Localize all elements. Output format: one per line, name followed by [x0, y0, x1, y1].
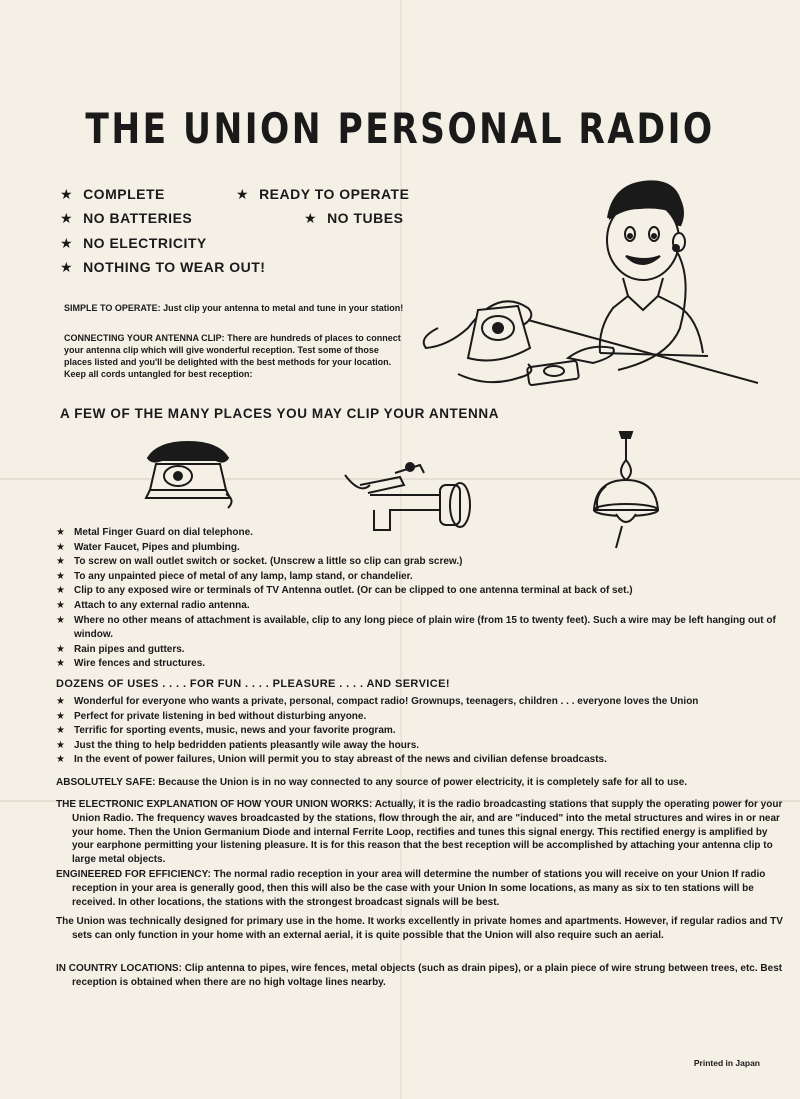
- list-item: ★ To any unpainted piece of metal of any lamp, lamp stand, or chandelier.: [56, 570, 776, 585]
- list-item: ★ Perfect for private listening in bed without disturbing anyone.: [56, 710, 776, 725]
- list-item: ★ Clip to any exposed wire or terminals of TV Antenna outlet. (Or can be clipped to one antenna terminal at back of set.): [56, 584, 776, 599]
- list-item: ★ Terrific for sporting events, music, news and your favorite program.: [56, 724, 776, 739]
- list-item: ★ In the event of power failures, Union will permit you to stay abreast of the news and civilian defense broadcasts.: [56, 753, 776, 768]
- places-list: [56, 526, 776, 672]
- feature-ready-to-operate: ★ READY TO OPERATE: [236, 186, 410, 202]
- engineered-paragraph: ENGINEERED FOR EFFICIENCY: The normal radio reception in your area will determine the number of stations you will receive on your Union If radio reception in your area is generally good, then this will also be the case with your Union In some locations, as many as six to ten stations will be received. In other locations, the stations with the strongest broadcast signals will be best.: [56, 869, 766, 908]
- list-item: ★ Attach to any external radio antenna.: [56, 599, 776, 614]
- feature-nothing-to-wear-out: ★ NOTHING TO WEAR OUT!: [60, 259, 266, 275]
- dozens-heading: DOZENS OF USES . . . . FOR FUN . . . . PLEASURE . . . . AND SERVICE!: [56, 678, 450, 690]
- printed-in-japan: Printed in Japan: [693, 1058, 760, 1068]
- list-item: ★ Just the thing to help bedridden patients pleasantly wile away the hours.: [56, 739, 776, 754]
- places-heading: A FEW OF THE MANY PLACES YOU MAY CLIP YOUR ANTENNA: [60, 406, 500, 421]
- list-item: ★ Wonderful for everyone who wants a private, personal, compact radio! Grownups, teenagers, children . . . everyone loves the Union: [56, 695, 776, 710]
- feature-no-tubes: ★ NO TUBES: [304, 210, 404, 226]
- feature-complete: ★ COMPLETE: [60, 186, 165, 202]
- country-locations-paragraph: IN COUNTRY LOCATIONS: Clip antenna to pipes, wire fences, metal objects (such as drain pipes), or a plain piece of wire strung between trees, etc. Best reception is obtained when there are no high voltage lines nearby.: [56, 963, 783, 988]
- telephone-illustration: [138, 440, 238, 510]
- boy-with-radio-illustration: [418, 178, 768, 393]
- list-item: ★ Water Faucet, Pipes and plumbing.: [56, 541, 776, 556]
- list-item: ★ Metal Finger Guard on dial telephone.: [56, 526, 776, 541]
- list-item: ★ Where no other means of attachment is available, clip to any long piece of plain wire (from 15 to twenty feet). Such a wire may be left hanging out of window.: [56, 614, 776, 643]
- electronic-explanation-paragraph: THE ELECTRONIC EXPLANATION OF HOW YOUR UNION WORKS: Actually, it is the radio broadcasting stations that supply the operating power for your Union Radio. The frequency waves broadcasted by the stations, flow through the air, and are "induced" into the metal structures and wires in or near your home. Then the Union Germanium Diode and internal Ferrite Loop, rectifies and tunes this signal energy. This rectified energy is amplified by your earphone permitting your listening pleasure. It is for this reason that the best reception will be accomplished by attaching your antenna clip to large metal objects.: [56, 799, 783, 866]
- page-title: THE UNION PERSONAL RADIO: [85, 104, 715, 153]
- connecting-clip-text: CONNECTING YOUR ANTENNA CLIP: There are hundreds of places to connect your antenna clip which will give wonderful reception. Test some of those places listed and you'll be delighted with the best methods for your location. Keep all cords untangled for best reception:: [64, 333, 401, 379]
- feature-no-electricity: ★ NO ELECTRICITY: [60, 235, 207, 251]
- list-item: ★ To screw on wall outlet switch or socket. (Unscrew a little so clip can grab screw.): [56, 555, 776, 570]
- list-item: ★ Rain pipes and gutters.: [56, 643, 776, 658]
- designed-paragraph: The Union was technically designed for primary use in the home. It works excellently in private homes and apartments. However, if regular radios and TV sets can only function in your home with an external aerial, it is quite possible that the Union will also require such an aerial.: [56, 916, 783, 941]
- absolutely-safe-paragraph: ABSOLUTELY SAFE: Because the Union is in no way connected to any source of power electricity, it is completely safe for all to use.: [56, 777, 688, 788]
- simple-to-operate: SIMPLE TO OPERATE: Just clip your antenna to metal and tune in your station!: [64, 303, 404, 313]
- uses-list: [56, 695, 776, 768]
- list-item: ★ Wire fences and structures.: [56, 657, 776, 672]
- feature-no-batteries: ★ NO BATTERIES: [60, 210, 193, 226]
